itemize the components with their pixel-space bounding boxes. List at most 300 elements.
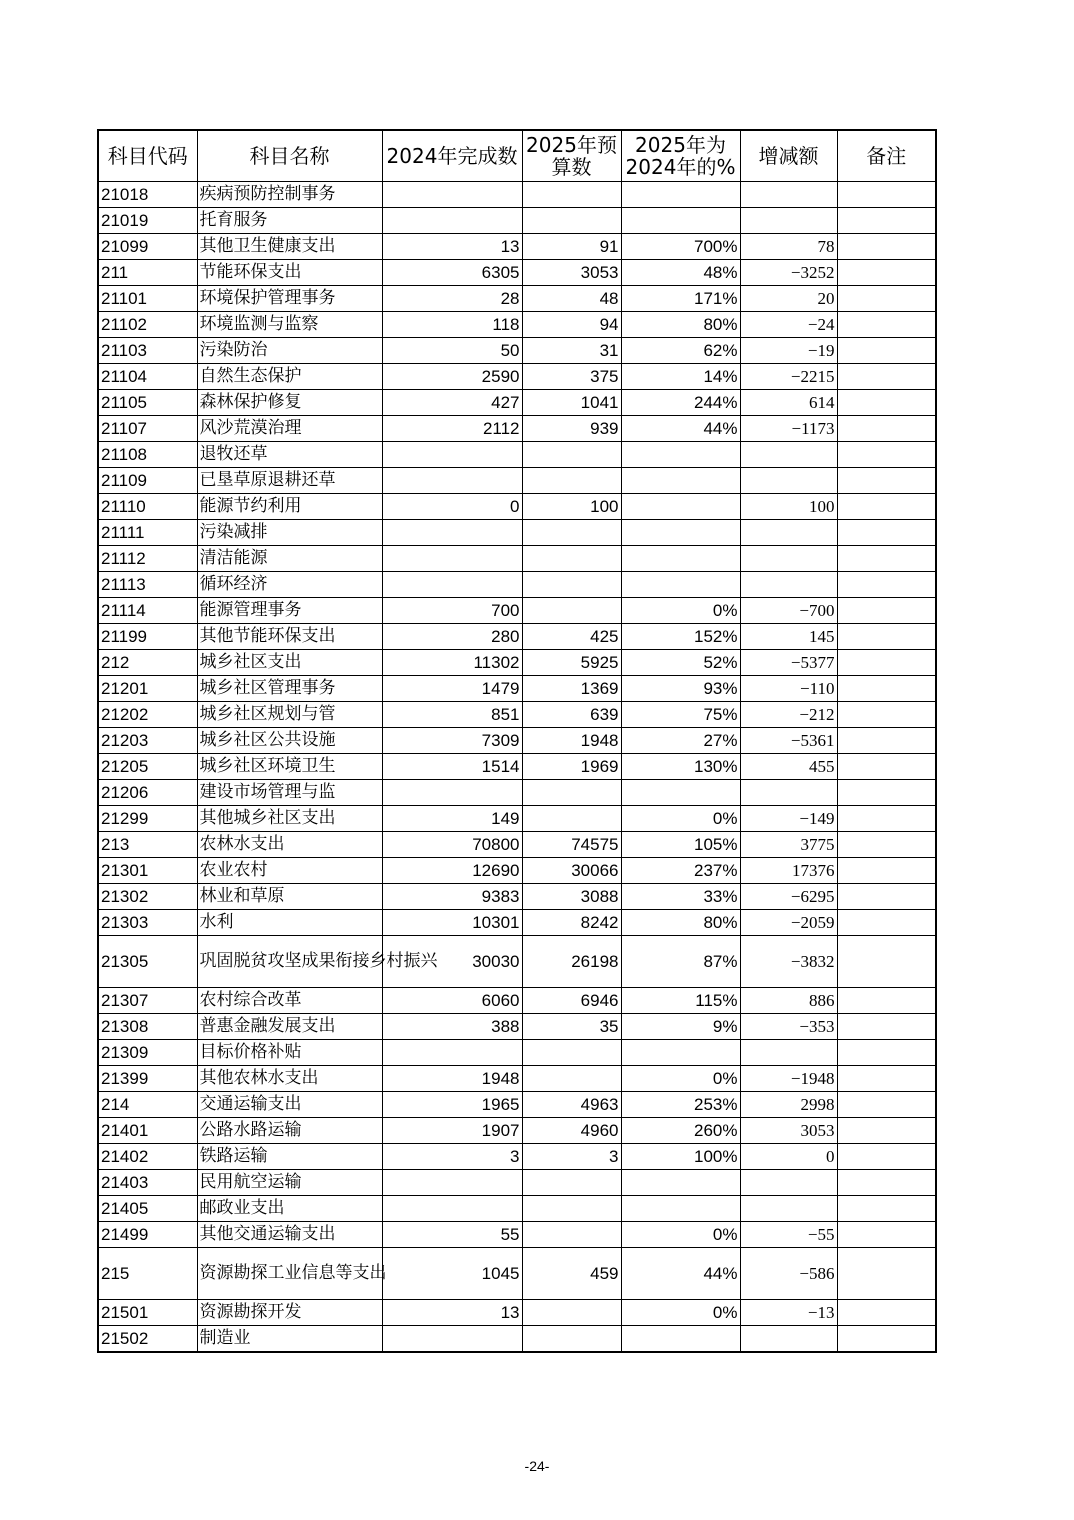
cell-name: 资源勘探开发: [197, 1300, 382, 1326]
cell-note: [837, 806, 936, 832]
cell-2025: 459: [522, 1248, 621, 1300]
cell-note: [837, 832, 936, 858]
cell-name: 托育服务: [197, 208, 382, 234]
cell-2025: [522, 182, 621, 208]
table-row: [98, 338, 936, 364]
cell-code: 214: [98, 1092, 197, 1118]
cell-change: [740, 208, 837, 234]
cell-note: [837, 676, 936, 702]
cell-change: 886: [740, 988, 837, 1014]
table-row: [98, 1222, 936, 1248]
table-row: [98, 1300, 936, 1326]
cell-2025: 1369: [522, 676, 621, 702]
cell-code: 212: [98, 650, 197, 676]
cell-pct: 33%: [621, 884, 740, 910]
cell-pct: 253%: [621, 1092, 740, 1118]
cell-code: 21403: [98, 1170, 197, 1196]
cell-name: 其他农林水支出: [197, 1066, 382, 1092]
cell-2025: 8242: [522, 910, 621, 936]
cell-note: [837, 754, 936, 780]
cell-pct: [621, 546, 740, 572]
table-row: [98, 832, 936, 858]
cell-2024: 12690: [382, 858, 522, 884]
cell-code: 21111: [98, 520, 197, 546]
table-row: [98, 650, 936, 676]
cell-code: 21501: [98, 1300, 197, 1326]
cell-2025: [522, 520, 621, 546]
cell-change: −212: [740, 702, 837, 728]
cell-pct: 0%: [621, 806, 740, 832]
cell-2025: 3: [522, 1144, 621, 1170]
header-row: [98, 130, 936, 182]
cell-pct: 14%: [621, 364, 740, 390]
cell-code: 21103: [98, 338, 197, 364]
cell-pct: [621, 1196, 740, 1222]
cell-2024: 851: [382, 702, 522, 728]
cell-2025: [522, 468, 621, 494]
table-row: [98, 208, 936, 234]
cell-code: 215: [98, 1248, 197, 1300]
cell-pct: 87%: [621, 936, 740, 988]
cell-change: −5377: [740, 650, 837, 676]
cell-note: [837, 910, 936, 936]
cell-name: 邮政业支出: [197, 1196, 382, 1222]
cell-pct: 130%: [621, 754, 740, 780]
cell-change: 2998: [740, 1092, 837, 1118]
cell-2025: 94: [522, 312, 621, 338]
cell-pct: [621, 572, 740, 598]
cell-2024: [382, 442, 522, 468]
cell-2024: [382, 208, 522, 234]
table-row: [98, 572, 936, 598]
cell-code: 21107: [98, 416, 197, 442]
cell-note: [837, 702, 936, 728]
cell-2024: 13: [382, 1300, 522, 1326]
table-row: [98, 1040, 936, 1066]
cell-note: [837, 858, 936, 884]
cell-name: 公路水路运输: [197, 1118, 382, 1144]
cell-pct: 44%: [621, 1248, 740, 1300]
header-note: 备注: [837, 130, 936, 182]
cell-2024: [382, 1170, 522, 1196]
cell-2024: [382, 182, 522, 208]
cell-2025: 100: [522, 494, 621, 520]
cell-change: [740, 1326, 837, 1353]
cell-2024: 1965: [382, 1092, 522, 1118]
table-row: [98, 494, 936, 520]
cell-code: 21199: [98, 624, 197, 650]
cell-2024: 2112: [382, 416, 522, 442]
cell-pct: 115%: [621, 988, 740, 1014]
cell-pct: [621, 468, 740, 494]
cell-name: 城乡社区公共设施: [197, 728, 382, 754]
cell-change: −700: [740, 598, 837, 624]
cell-change: [740, 468, 837, 494]
cell-2025: 1041: [522, 390, 621, 416]
cell-change: [740, 546, 837, 572]
table-row: [98, 468, 936, 494]
cell-pct: [621, 182, 740, 208]
budget-table: [97, 129, 937, 1353]
table-row: [98, 598, 936, 624]
cell-note: [837, 1144, 936, 1170]
cell-2025: 30066: [522, 858, 621, 884]
cell-code: 21399: [98, 1066, 197, 1092]
cell-pct: 237%: [621, 858, 740, 884]
table-row: [98, 702, 936, 728]
cell-code: 21402: [98, 1144, 197, 1170]
cell-2024: 10301: [382, 910, 522, 936]
table-row: [98, 1118, 936, 1144]
cell-code: 21201: [98, 676, 197, 702]
cell-code: 21114: [98, 598, 197, 624]
cell-note: [837, 1300, 936, 1326]
cell-code: 21202: [98, 702, 197, 728]
cell-2024: 13: [382, 234, 522, 260]
cell-note: [837, 988, 936, 1014]
table-row: [98, 234, 936, 260]
cell-note: [837, 936, 936, 988]
cell-code: 21309: [98, 1040, 197, 1066]
cell-change: 78: [740, 234, 837, 260]
cell-note: [837, 1326, 936, 1353]
cell-change: 20: [740, 286, 837, 312]
cell-change: [740, 1170, 837, 1196]
cell-note: [837, 1248, 936, 1300]
cell-2024: 50: [382, 338, 522, 364]
cell-name: 其他城乡社区支出: [197, 806, 382, 832]
cell-name: 能源管理事务: [197, 598, 382, 624]
cell-code: 21112: [98, 546, 197, 572]
cell-name: 水利: [197, 910, 382, 936]
cell-2025: 1969: [522, 754, 621, 780]
cell-note: [837, 494, 936, 520]
cell-pct: 80%: [621, 312, 740, 338]
table-row: [98, 858, 936, 884]
cell-pct: 105%: [621, 832, 740, 858]
cell-code: 21108: [98, 442, 197, 468]
cell-pct: 9%: [621, 1014, 740, 1040]
cell-note: [837, 624, 936, 650]
cell-name: 城乡社区管理事务: [197, 676, 382, 702]
table-row: [98, 780, 936, 806]
table-row: [98, 910, 936, 936]
cell-name: 巩固脱贫攻坚成果衔接乡村振兴: [197, 936, 382, 988]
cell-name: 目标价格补贴: [197, 1040, 382, 1066]
cell-2025: [522, 1040, 621, 1066]
cell-2025: [522, 546, 621, 572]
header-2024: 2024年完成数: [382, 130, 522, 182]
cell-change: −1948: [740, 1066, 837, 1092]
cell-change: −3832: [740, 936, 837, 988]
cell-2025: 3053: [522, 260, 621, 286]
cell-note: [837, 468, 936, 494]
cell-2024: [382, 520, 522, 546]
table-row: [98, 754, 936, 780]
cell-2025: [522, 780, 621, 806]
cell-code: 21405: [98, 1196, 197, 1222]
cell-2024: 427: [382, 390, 522, 416]
cell-pct: 0%: [621, 1066, 740, 1092]
cell-name: 普惠金融发展支出: [197, 1014, 382, 1040]
cell-pct: 700%: [621, 234, 740, 260]
cell-2024: [382, 780, 522, 806]
table-row: [98, 442, 936, 468]
cell-2024: 6060: [382, 988, 522, 1014]
cell-code: 21305: [98, 936, 197, 988]
cell-name: 其他交通运输支出: [197, 1222, 382, 1248]
cell-2024: 118: [382, 312, 522, 338]
cell-change: 0: [740, 1144, 837, 1170]
cell-pct: 152%: [621, 624, 740, 650]
cell-2024: 1907: [382, 1118, 522, 1144]
cell-change: −1173: [740, 416, 837, 442]
cell-2024: 6305: [382, 260, 522, 286]
cell-change: [740, 1040, 837, 1066]
cell-2025: [522, 1222, 621, 1248]
table-row: [98, 936, 936, 988]
cell-2024: [382, 468, 522, 494]
cell-change: −24: [740, 312, 837, 338]
table-row: [98, 182, 936, 208]
cell-name: 退牧还草: [197, 442, 382, 468]
cell-2024: 1948: [382, 1066, 522, 1092]
cell-2025: 375: [522, 364, 621, 390]
cell-2024: 388: [382, 1014, 522, 1040]
cell-name: 疾病预防控制事务: [197, 182, 382, 208]
cell-change: 614: [740, 390, 837, 416]
cell-2025: 4960: [522, 1118, 621, 1144]
cell-code: 21113: [98, 572, 197, 598]
cell-change: [740, 780, 837, 806]
table-row: [98, 1066, 936, 1092]
cell-note: [837, 338, 936, 364]
cell-change: [740, 1196, 837, 1222]
cell-code: 21102: [98, 312, 197, 338]
table-row: [98, 1248, 936, 1300]
cell-code: 213: [98, 832, 197, 858]
cell-note: [837, 1066, 936, 1092]
cell-2024: [382, 572, 522, 598]
cell-2025: [522, 1326, 621, 1353]
cell-2025: 425: [522, 624, 621, 650]
cell-pct: [621, 1326, 740, 1353]
cell-change: −6295: [740, 884, 837, 910]
cell-code: 21499: [98, 1222, 197, 1248]
cell-note: [837, 884, 936, 910]
cell-code: 211: [98, 260, 197, 286]
cell-pct: 44%: [621, 416, 740, 442]
cell-code: 21101: [98, 286, 197, 312]
cell-note: [837, 1014, 936, 1040]
cell-code: 21401: [98, 1118, 197, 1144]
cell-note: [837, 572, 936, 598]
cell-change: 17376: [740, 858, 837, 884]
table-row: [98, 884, 936, 910]
cell-pct: [621, 494, 740, 520]
cell-2024: 1045: [382, 1248, 522, 1300]
cell-pct: 80%: [621, 910, 740, 936]
cell-2025: 4963: [522, 1092, 621, 1118]
cell-2024: 149: [382, 806, 522, 832]
cell-note: [837, 546, 936, 572]
cell-pct: [621, 780, 740, 806]
table-row: [98, 520, 936, 546]
cell-2025: [522, 572, 621, 598]
cell-change: 145: [740, 624, 837, 650]
table-row: [98, 1014, 936, 1040]
header-2025: 2025年预算数: [522, 130, 621, 182]
cell-pct: 75%: [621, 702, 740, 728]
cell-change: −55: [740, 1222, 837, 1248]
cell-change: 3053: [740, 1118, 837, 1144]
cell-2025: 639: [522, 702, 621, 728]
table-body: [98, 182, 936, 1353]
cell-name: 建设市场管理与监: [197, 780, 382, 806]
cell-name: 能源节约利用: [197, 494, 382, 520]
cell-pct: 0%: [621, 1300, 740, 1326]
cell-name: 清洁能源: [197, 546, 382, 572]
table-header: [98, 130, 936, 182]
table-row: [98, 676, 936, 702]
cell-2025: [522, 1170, 621, 1196]
cell-name: 风沙荒漠治理: [197, 416, 382, 442]
header-pct: 2025年为2024年的%: [621, 130, 740, 182]
cell-2025: 48: [522, 286, 621, 312]
cell-2024: 1514: [382, 754, 522, 780]
cell-2024: 700: [382, 598, 522, 624]
cell-2024: 55: [382, 1222, 522, 1248]
cell-code: 21301: [98, 858, 197, 884]
table-row: [98, 364, 936, 390]
cell-pct: [621, 520, 740, 546]
cell-2025: [522, 208, 621, 234]
cell-name: 其他节能环保支出: [197, 624, 382, 650]
cell-code: 21307: [98, 988, 197, 1014]
cell-2025: 939: [522, 416, 621, 442]
cell-2025: 5925: [522, 650, 621, 676]
table-row: [98, 1196, 936, 1222]
cell-name: 循环经济: [197, 572, 382, 598]
cell-2024: 9383: [382, 884, 522, 910]
cell-change: 3775: [740, 832, 837, 858]
table-row: [98, 286, 936, 312]
cell-name: 自然生态保护: [197, 364, 382, 390]
cell-change: 100: [740, 494, 837, 520]
cell-2024: [382, 1040, 522, 1066]
table-row: [98, 260, 936, 286]
cell-pct: [621, 1040, 740, 1066]
table-row: [98, 390, 936, 416]
cell-2025: 6946: [522, 988, 621, 1014]
cell-pct: 0%: [621, 598, 740, 624]
cell-change: [740, 520, 837, 546]
cell-pct: [621, 442, 740, 468]
cell-note: [837, 1170, 936, 1196]
cell-change: −2059: [740, 910, 837, 936]
cell-2025: [522, 598, 621, 624]
cell-name: 交通运输支出: [197, 1092, 382, 1118]
cell-note: [837, 728, 936, 754]
cell-name: 城乡社区规划与管: [197, 702, 382, 728]
cell-pct: 260%: [621, 1118, 740, 1144]
cell-name: 已垦草原退耕还草: [197, 468, 382, 494]
table-row: [98, 312, 936, 338]
cell-pct: [621, 208, 740, 234]
cell-note: [837, 260, 936, 286]
header-code: 科目代码: [98, 130, 197, 182]
cell-note: [837, 1222, 936, 1248]
cell-name: 林业和草原: [197, 884, 382, 910]
cell-code: 21019: [98, 208, 197, 234]
cell-2024: 3: [382, 1144, 522, 1170]
cell-name: 农村综合改革: [197, 988, 382, 1014]
cell-change: −149: [740, 806, 837, 832]
cell-change: −353: [740, 1014, 837, 1040]
cell-code: 21502: [98, 1326, 197, 1353]
cell-note: [837, 234, 936, 260]
cell-2024: 280: [382, 624, 522, 650]
cell-2025: [522, 1196, 621, 1222]
cell-name: 民用航空运输: [197, 1170, 382, 1196]
cell-name: 森林保护修复: [197, 390, 382, 416]
cell-2024: 28: [382, 286, 522, 312]
cell-code: 21205: [98, 754, 197, 780]
cell-2024: 2590: [382, 364, 522, 390]
table-row: [98, 806, 936, 832]
cell-name: 环境保护管理事务: [197, 286, 382, 312]
cell-pct: 100%: [621, 1144, 740, 1170]
cell-code: 21203: [98, 728, 197, 754]
cell-change: −110: [740, 676, 837, 702]
cell-name: 农业农村: [197, 858, 382, 884]
cell-note: [837, 1040, 936, 1066]
cell-2025: 31: [522, 338, 621, 364]
cell-code: 21099: [98, 234, 197, 260]
cell-change: [740, 182, 837, 208]
cell-change: −3252: [740, 260, 837, 286]
cell-pct: [621, 1170, 740, 1196]
cell-name: 资源勘探工业信息等支出: [197, 1248, 382, 1300]
cell-name: 制造业: [197, 1326, 382, 1353]
cell-name: 环境监测与监察: [197, 312, 382, 338]
cell-2024: 1479: [382, 676, 522, 702]
cell-pct: 62%: [621, 338, 740, 364]
cell-name: 节能环保支出: [197, 260, 382, 286]
cell-change: −19: [740, 338, 837, 364]
cell-code: 21105: [98, 390, 197, 416]
page-number: -24-: [524, 1458, 550, 1474]
table-row: [98, 728, 936, 754]
cell-2024: 0: [382, 494, 522, 520]
cell-note: [837, 312, 936, 338]
cell-pct: 52%: [621, 650, 740, 676]
cell-name: 城乡社区支出: [197, 650, 382, 676]
cell-note: [837, 598, 936, 624]
cell-2025: 1948: [522, 728, 621, 754]
cell-note: [837, 780, 936, 806]
cell-code: 21104: [98, 364, 197, 390]
table-row: [98, 988, 936, 1014]
cell-note: [837, 390, 936, 416]
cell-note: [837, 1196, 936, 1222]
cell-2025: 3088: [522, 884, 621, 910]
cell-change: [740, 572, 837, 598]
cell-code: 21303: [98, 910, 197, 936]
cell-change: 455: [740, 754, 837, 780]
cell-2025: [522, 806, 621, 832]
cell-code: 21308: [98, 1014, 197, 1040]
